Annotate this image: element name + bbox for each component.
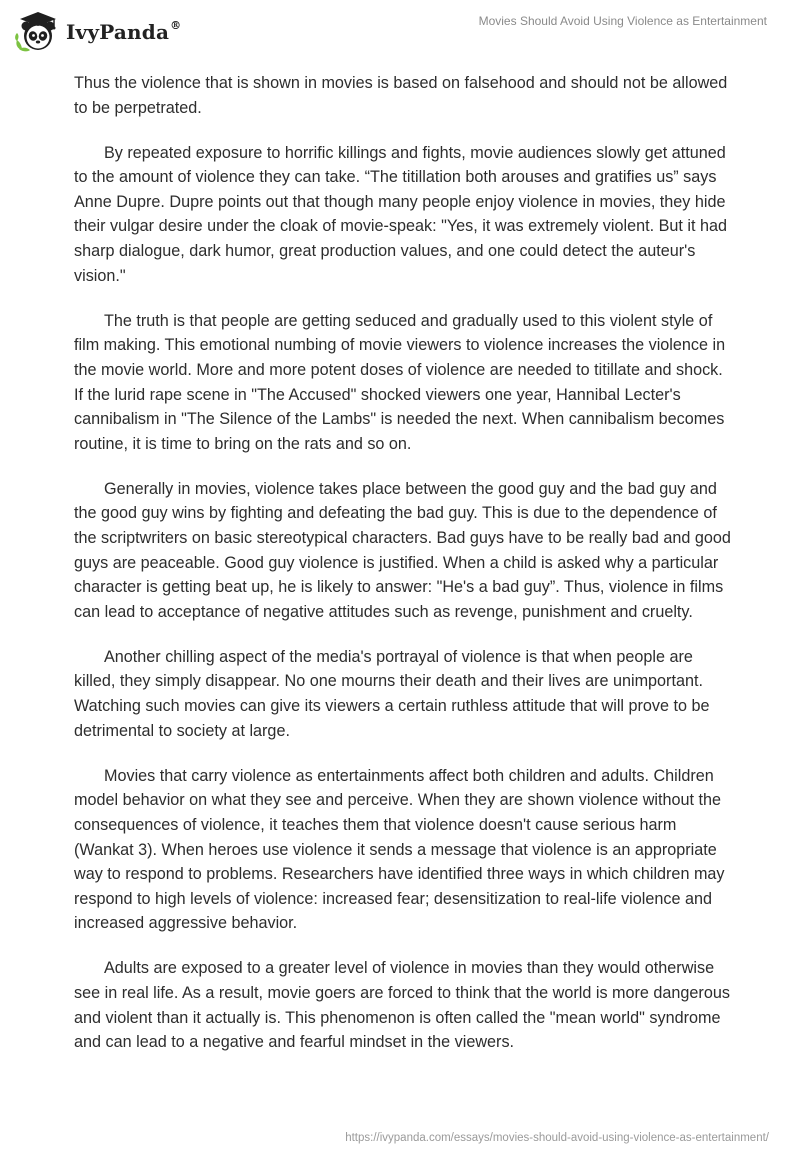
- panda-graduation-cap-icon: [14, 9, 60, 53]
- paragraph: Generally in movies, violence takes place between the good guy and the bad guy and the good guy wins by fighting and defeating the bad guy. This is due to the dependence of the scriptwriters on basic stereotypical characters. Bad guys have to be really bad and good guys are peaceable. Good guy violence is justified. When a child is asked why a particular character is getting beat up, he is likely to answer: "He's a bad guy”. Thus, violence in films can lead to acceptance of negative attitudes such as revenge, punishment and cruelty.: [74, 479, 731, 621]
- paragraph: Movies that carry violence as entertainments affect both children and adults. Children model behavior on what they see and perceive. When they are shown violence without the consequences of violence, it teaches them that violence doesn't cause serious harm (Wankat 3). When heroes use violence it sends a message that violence is an appropriate way to respond to problems. Researchers have identified three ways in which children may respond to high levels of violence: increased fear; desensitization to real-life violence and increased aggressive behavior.: [74, 766, 725, 933]
- ivypanda-logo[interactable]: [14, 9, 181, 53]
- essay-body: [74, 71, 734, 1075]
- paragraph: Adults are exposed to a greater level of violence in movies than they would otherwise see in real life. As a result, movie goers are forced to think that the world is more dangerous and violent than it actually is. This phenomenon is often called the "mean world" syndrome and can lead to a negative and fearful mindset in the viewers.: [74, 959, 730, 1052]
- paragraph: The truth is that people are getting seduced and gradually used to this violent style of film making. This emotional numbing of movie viewers to violence increases the violence in the movie world. More and more potent doses of violence are needed to titillate and shock. If the lurid rape scene in "The Accused" shocked viewers one year, Hannibal Lecter's cannibalism in "The Silence of the Lambs" is needed the next. When cannibalism becomes routine, it is time to bring on the rats and so on.: [74, 311, 726, 453]
- registered-mark: ®: [170, 19, 182, 33]
- brand-name: IvyPanda®: [66, 19, 182, 44]
- paragraph: Another chilling aspect of the media's portrayal of violence is that when people are killed, they simply disappear. No one mourns their death and their lives are unimportant. Watching such movies can give its viewers a certain ruthless attitude that will prove to be detrimental to society at large.: [74, 647, 710, 740]
- paragraph: By repeated exposure to horrific killings and fights, movie audiences slowly get attuned to the amount of violence they can take. “The titillation both arouses and gratifies us” says Anne Dupre. Dupre points out that though many people enjoy violence in movies, they hide their vulgar desire under the cloak of movie-speak: "Yes, it was extremely violent. But it had sharp dialogue, dark humor, great production values, and one could detect the auteur's vision.": [74, 143, 727, 285]
- paragraph: Thus the violence that is shown in movies is based on falsehood and should not be allowed to be perpetrated.: [74, 74, 728, 117]
- source-url[interactable]: https://ivypanda.com/essays/movies-should-avoid-using-violence-as-entertainment/: [345, 1132, 769, 1144]
- page-header: [0, 0, 800, 60]
- document-title: Movies Should Avoid Using Violence as Entertainment: [478, 14, 767, 28]
